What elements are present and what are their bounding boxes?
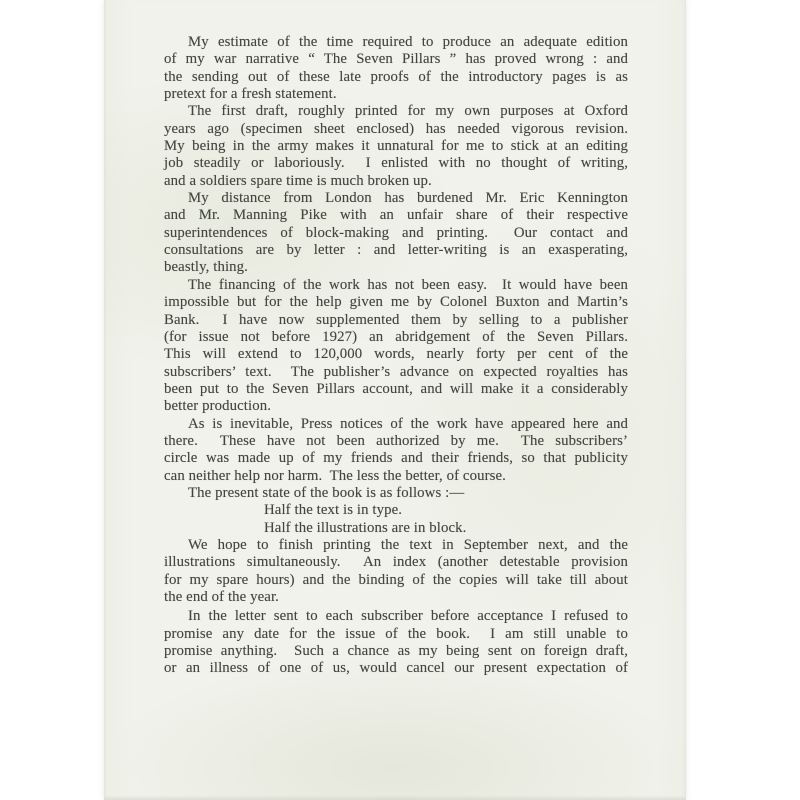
text-line: This will extend to 120,000 words, nearly forty per cent of the <box>164 346 628 363</box>
paragraph <box>164 190 628 277</box>
letter-text <box>164 34 628 678</box>
paragraph <box>164 608 628 677</box>
paragraph <box>164 103 628 190</box>
paragraph <box>164 537 628 606</box>
text-line: the sending out of these late proofs of the introductory pages is as <box>164 68 628 85</box>
text-line: and a soldiers spare time is much broken up. <box>164 172 432 189</box>
text-line: The financing of the work has not been easy. It would have been <box>188 276 628 293</box>
text-line: and Mr. Manning Pike with an unfair share of their respective <box>164 207 628 224</box>
text-line: We hope to finish printing the text in September next, and the <box>188 536 628 553</box>
text-line: years ago (specimen sheet enclosed) has needed vigorous revision. <box>164 120 628 137</box>
text-line: impossible but for the help given me by Colonel Buxton and Martin’s <box>164 294 628 311</box>
text-line: The first draft, roughly printed for my own purposes at Oxford <box>188 103 628 120</box>
text-line: My distance from London has burdened Mr. Eric Kennington <box>188 190 628 207</box>
text-line: for my spare hours) and the binding of the copies will take till about <box>164 571 628 588</box>
text-line: consultations are by letter : and letter-writing is an exasperating, <box>164 242 628 259</box>
paragraph <box>164 502 628 537</box>
text-line: subscribers’ text. The publisher’s advance on expected royalties has <box>164 363 628 380</box>
text-line: promise any date for the issue of the book. I am still unable to <box>164 625 628 642</box>
paragraph <box>164 277 628 416</box>
text-line: As is inevitable, Press notices of the work have appeared here and <box>188 415 628 432</box>
text-line: pretext for a fresh statement. <box>164 86 337 103</box>
paragraph <box>164 416 628 485</box>
text-line: can neither help nor harm. The less the better, of course. <box>164 467 506 484</box>
text-line: (for issue not before 1927) an abridgement of the Seven Pillars. <box>164 328 628 345</box>
text-line: Bank. I have now supplemented them by selling to a publisher <box>164 311 628 328</box>
text-line: Half the illustrations are in block. <box>264 519 467 536</box>
text-line: My being in the army makes it unnatural for me to stick at an editing <box>164 138 628 155</box>
text-line: illustrations simultaneously. An index (another detestable provision <box>164 554 628 571</box>
text-line: of my war narrative “ The Seven Pillars ” has proved wrong : and <box>164 51 628 68</box>
text-line: been put to the Seven Pillars account, and will make it a considerably <box>164 380 628 397</box>
paragraph <box>164 34 628 103</box>
text-line: better production. <box>164 398 271 415</box>
paragraph <box>164 485 628 502</box>
text-line: the end of the year. <box>164 589 279 605</box>
text-line: beastly, thing. <box>164 259 248 276</box>
text-line: My estimate of the time required to produce an adequate edition <box>188 34 628 50</box>
text-line: job steadily or laboriously. I enlisted with no thought of writing, <box>164 155 628 172</box>
text-line: circle was made up of my friends and their friends, so that publicity <box>164 450 628 467</box>
text-line: Half the text is in type. <box>264 502 403 519</box>
text-line: promise anything. Such a chance as my being sent on foreign draft, <box>164 643 628 660</box>
text-line: In the letter sent to each subscriber before acceptance I refused to <box>188 608 628 625</box>
letter-page <box>104 0 686 800</box>
text-line: there. These have not been authorized by me. The subscribers’ <box>164 432 628 449</box>
text-line: or an illness of one of us, would cancel our present expectation of <box>164 660 628 677</box>
text-line: superintendences of block-making and printing. Our contact and <box>164 224 628 241</box>
text-line: The present state of the book is as follows :— <box>188 484 465 501</box>
